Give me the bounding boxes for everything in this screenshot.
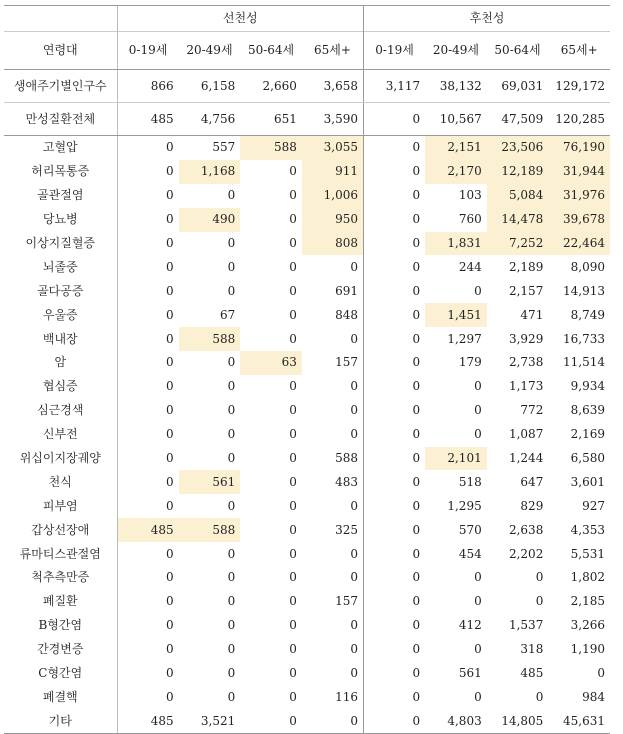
value-cell: 120,285 — [548, 103, 610, 136]
value-cell: 2,101 — [425, 447, 487, 471]
value-cell: 647 — [520, 474, 544, 489]
value-cell: 0 — [302, 709, 364, 733]
value-cell: 0 — [364, 351, 426, 375]
row-label: 갑상선장애 — [31, 522, 90, 537]
value-cell: 3,601 — [570, 474, 605, 489]
value-cell: 0 — [364, 614, 426, 638]
disease-by-age-table — [4, 5, 610, 734]
value-cell: 0 — [535, 594, 544, 609]
value-cell: 3,590 — [302, 103, 364, 136]
value-cell: 4,756 — [179, 103, 241, 136]
value-cell: 1,451 — [425, 303, 487, 327]
row-label: B형간염 — [38, 618, 83, 633]
value-cell: 116 — [335, 689, 358, 704]
value-cell: 318 — [520, 642, 544, 657]
value-cell: 0 — [364, 184, 426, 208]
table-row — [4, 208, 610, 232]
value-cell: 0 — [364, 208, 426, 232]
value-cell: 471 — [520, 307, 544, 322]
value-cell: 76,190 — [548, 136, 610, 160]
table-row — [4, 638, 610, 662]
value-cell: 0 — [289, 331, 297, 346]
value-cell: 3,658 — [302, 70, 364, 103]
value-cell: 0 — [117, 136, 179, 160]
value-cell: 588 — [179, 327, 241, 351]
value-cell: 0 — [227, 259, 236, 274]
value-cell: 0 — [117, 423, 179, 447]
table-row — [4, 327, 610, 351]
value-cell: 0 — [117, 685, 179, 709]
value-cell: 0 — [474, 594, 482, 609]
value-cell: 0 — [289, 379, 297, 394]
value-cell: 0 — [350, 618, 358, 633]
value-cell: 0 — [350, 498, 358, 513]
value-cell: 0 — [474, 403, 482, 418]
value-cell: 0 — [117, 399, 179, 423]
value-cell: 0 — [227, 188, 236, 203]
value-cell: 950 — [302, 208, 364, 232]
value-cell: 0 — [364, 160, 426, 184]
value-cell: 31,944 — [548, 160, 610, 184]
value-cell: 157 — [335, 594, 358, 609]
value-cell: 0 — [364, 255, 426, 279]
row-label: 척추측만증 — [31, 570, 90, 585]
value-cell: 12,189 — [487, 160, 549, 184]
value-cell: 2,170 — [425, 160, 487, 184]
table-row — [4, 542, 610, 566]
value-cell: 0 — [364, 279, 426, 303]
value-cell: 557 — [212, 140, 236, 155]
value-cell: 0 — [117, 232, 179, 256]
value-cell: 0 — [227, 355, 236, 370]
value-cell: 8,749 — [570, 307, 605, 322]
value-cell: 0 — [117, 662, 179, 686]
value-cell: 0 — [364, 638, 426, 662]
value-cell: 0 — [227, 666, 236, 681]
value-cell: 67 — [219, 307, 236, 322]
table-row — [4, 423, 610, 447]
value-cell: 0 — [289, 618, 297, 633]
value-cell: 0 — [350, 642, 358, 657]
value-cell: 485 — [117, 103, 179, 136]
value-cell: 0 — [227, 570, 236, 585]
value-cell: 0 — [289, 236, 297, 250]
group-header-row — [4, 6, 610, 32]
value-cell: 0 — [117, 494, 179, 518]
value-cell: 561 — [458, 666, 482, 681]
value-cell: 0 — [289, 546, 297, 561]
table-body — [4, 70, 610, 734]
value-cell: 3,521 — [179, 709, 241, 733]
table-row — [4, 375, 610, 399]
value-cell: 485 — [117, 518, 179, 542]
value-cell: 38,132 — [425, 70, 487, 103]
value-cell: 0 — [117, 279, 179, 303]
value-cell: 772 — [520, 403, 544, 418]
age-header-row — [4, 32, 610, 70]
value-cell: 0 — [227, 594, 236, 609]
value-cell: 157 — [335, 355, 358, 370]
value-cell: 0 — [350, 379, 358, 394]
value-cell: 0 — [364, 303, 426, 327]
value-cell: 1,802 — [570, 570, 605, 585]
value-cell: 0 — [117, 638, 179, 662]
value-cell: 0 — [227, 689, 236, 704]
value-cell: 2,151 — [425, 136, 487, 160]
value-cell: 0 — [227, 546, 236, 561]
value-cell: 23,506 — [487, 136, 549, 160]
row-label: 생애주기별인구수 — [4, 70, 117, 103]
table-row — [4, 470, 610, 494]
value-cell: 0 — [474, 283, 482, 298]
value-cell: 0 — [289, 642, 297, 657]
table-row — [4, 399, 610, 423]
value-cell: 1,537 — [508, 618, 544, 633]
table-row — [4, 255, 610, 279]
table-row — [4, 351, 610, 375]
value-cell: 588 — [179, 518, 241, 542]
value-cell: 1,087 — [508, 427, 544, 442]
value-cell: 0 — [474, 427, 482, 442]
row-label: 신부전 — [42, 427, 78, 442]
value-cell: 1,173 — [508, 379, 544, 394]
value-cell: 39,678 — [548, 208, 610, 232]
value-cell: 2,185 — [570, 594, 605, 609]
row-label: 협심증 — [42, 379, 78, 394]
value-cell: 0 — [117, 208, 179, 232]
value-cell: 2,638 — [508, 522, 544, 537]
value-cell: 0 — [289, 403, 297, 418]
value-cell: 0 — [364, 685, 426, 709]
value-cell: 0 — [289, 522, 297, 537]
age-header-0: 0-19세 — [117, 32, 179, 70]
row-label: 만성질환전체 — [4, 103, 117, 136]
value-cell: 0 — [227, 283, 236, 298]
value-cell: 0 — [364, 447, 426, 471]
value-cell: 0 — [364, 232, 426, 256]
row-label: 고혈압 — [42, 140, 78, 155]
value-cell: 47,509 — [487, 103, 549, 136]
value-cell: 0 — [227, 498, 236, 513]
value-cell: 0 — [350, 666, 358, 681]
row-label: 골관절염 — [37, 188, 84, 203]
value-cell: 2,189 — [508, 259, 544, 274]
value-cell: 927 — [582, 498, 605, 513]
age-header-7: 65세+ — [548, 32, 610, 70]
value-cell: 0 — [117, 566, 179, 590]
value-cell: 1,190 — [570, 642, 605, 657]
value-cell: 0 — [350, 403, 358, 418]
row-label: C형간염 — [38, 666, 83, 681]
value-cell: 5,084 — [487, 184, 549, 208]
value-cell: 0 — [350, 570, 358, 585]
value-cell: 0 — [289, 689, 297, 704]
value-cell: 0 — [364, 494, 426, 518]
value-cell: 0 — [289, 259, 297, 274]
value-cell: 0 — [289, 594, 297, 609]
value-cell: 45,631 — [548, 709, 610, 733]
value-cell: 0 — [535, 689, 544, 704]
row-label: 폐질환 — [42, 594, 78, 609]
value-cell: 0 — [117, 614, 179, 638]
row-label: 기타 — [4, 709, 117, 733]
row-label: 류마티스관절염 — [19, 546, 101, 561]
group-congenital: 선천성 — [117, 6, 363, 32]
value-cell: 808 — [302, 232, 364, 256]
value-cell: 0 — [227, 236, 236, 250]
value-cell: 911 — [302, 160, 364, 184]
group-acquired: 후천성 — [364, 6, 611, 32]
value-cell: 483 — [335, 474, 358, 489]
value-cell: 8,639 — [570, 403, 605, 418]
row-label: 골다공증 — [37, 283, 84, 298]
table-row — [4, 662, 610, 686]
value-cell: 325 — [335, 522, 358, 537]
value-cell: 69,031 — [487, 70, 549, 103]
value-cell: 691 — [335, 283, 358, 298]
value-cell: 2,157 — [508, 283, 544, 298]
table-row — [4, 709, 610, 733]
value-cell: 0 — [289, 212, 297, 227]
row-label: 간경변증 — [37, 642, 84, 657]
table-row — [4, 279, 610, 303]
value-cell: 2,202 — [508, 546, 544, 561]
value-cell: 0 — [117, 470, 179, 494]
value-cell: 6,580 — [570, 451, 605, 466]
row-label: 뇌졸중 — [42, 259, 78, 274]
value-cell: 0 — [117, 542, 179, 566]
row-label: 피부염 — [42, 498, 78, 513]
value-cell: 103 — [458, 188, 482, 203]
value-cell: 0 — [117, 160, 179, 184]
value-cell: 129,172 — [548, 70, 610, 103]
row-label: 우울증 — [42, 307, 78, 322]
row-label: 암 — [54, 355, 67, 370]
table-row — [4, 160, 610, 184]
value-cell: 14,805 — [487, 709, 549, 733]
value-cell: 0 — [289, 164, 297, 179]
table-row — [4, 232, 610, 256]
value-cell: 0 — [364, 399, 426, 423]
value-cell: 0 — [227, 379, 236, 394]
value-cell: 0 — [364, 423, 426, 447]
table-row — [4, 447, 610, 471]
row-label: 백내장 — [42, 331, 78, 346]
value-cell: 848 — [335, 307, 358, 322]
value-cell: 1,831 — [425, 232, 487, 256]
value-cell: 1,168 — [179, 160, 241, 184]
table-row — [4, 590, 610, 614]
value-cell: 0 — [474, 379, 482, 394]
value-cell: 454 — [458, 546, 482, 561]
value-cell: 0 — [289, 283, 297, 298]
value-cell: 1,297 — [447, 331, 482, 346]
value-cell: 0 — [289, 188, 297, 203]
table-row — [4, 566, 610, 590]
age-header-1: 20-49세 — [179, 32, 241, 70]
value-cell: 0 — [364, 136, 426, 160]
table-row — [4, 70, 610, 103]
value-cell: 829 — [520, 498, 544, 513]
table-row — [4, 685, 610, 709]
value-cell: 0 — [364, 566, 426, 590]
value-cell: 0 — [117, 351, 179, 375]
row-label: 당뇨병 — [42, 212, 78, 227]
value-cell: 0 — [364, 709, 426, 733]
value-cell: 11,514 — [563, 355, 605, 370]
value-cell: 0 — [117, 303, 179, 327]
value-cell: 1,244 — [508, 451, 544, 466]
value-cell: 2,738 — [508, 355, 544, 370]
value-cell: 63 — [240, 351, 302, 375]
value-cell: 0 — [227, 403, 236, 418]
value-cell: 0 — [289, 307, 297, 322]
table-row — [4, 303, 610, 327]
value-cell: 485 — [520, 666, 544, 681]
table-row — [4, 103, 610, 136]
value-cell: 0 — [289, 666, 297, 681]
value-cell: 0 — [535, 570, 544, 585]
value-cell: 16,733 — [563, 331, 605, 346]
value-cell: 0 — [117, 327, 179, 351]
value-cell: 1,006 — [302, 184, 364, 208]
table-row — [4, 494, 610, 518]
value-cell: 0 — [289, 451, 297, 466]
value-cell: 570 — [458, 522, 482, 537]
value-cell: 0 — [474, 642, 482, 657]
value-cell: 651 — [240, 103, 302, 136]
value-cell: 0 — [350, 259, 358, 274]
value-cell: 0 — [474, 570, 482, 585]
table-row — [4, 614, 610, 638]
value-cell: 1,295 — [447, 498, 482, 513]
row-label: 폐결핵 — [42, 689, 78, 704]
value-cell: 0 — [350, 546, 358, 561]
value-cell: 0 — [289, 427, 297, 442]
value-cell: 984 — [582, 689, 605, 704]
value-cell: 3,117 — [364, 70, 426, 103]
value-cell: 0 — [364, 103, 426, 136]
value-cell: 0 — [364, 470, 426, 494]
value-cell: 0 — [227, 451, 236, 466]
value-cell: 14,478 — [487, 208, 549, 232]
value-cell: 0 — [240, 709, 302, 733]
value-cell: 0 — [364, 590, 426, 614]
value-cell: 0 — [117, 255, 179, 279]
value-cell: 3,266 — [570, 618, 605, 633]
value-cell: 0 — [364, 518, 426, 542]
value-cell: 0 — [117, 590, 179, 614]
row-label: 심근경색 — [37, 403, 84, 418]
value-cell: 2,169 — [570, 427, 605, 442]
value-cell: 0 — [364, 662, 426, 686]
value-cell: 0 — [289, 498, 297, 513]
value-cell: 0 — [364, 375, 426, 399]
table-row — [4, 518, 610, 542]
value-cell: 588 — [240, 136, 302, 160]
value-cell: 10,567 — [425, 103, 487, 136]
row-label: 이상지질혈증 — [25, 236, 96, 250]
value-cell: 760 — [458, 212, 482, 227]
age-header-4: 0-19세 — [364, 32, 426, 70]
value-cell: 0 — [117, 184, 179, 208]
row-label: 천식 — [48, 474, 72, 489]
row-label: 위십이지장궤양 — [19, 451, 101, 466]
value-cell: 14,913 — [563, 283, 605, 298]
value-cell: 31,976 — [548, 184, 610, 208]
value-cell: 179 — [458, 355, 482, 370]
value-cell: 0 — [117, 447, 179, 471]
value-cell: 588 — [335, 451, 358, 466]
value-cell: 0 — [227, 642, 236, 657]
age-header-2: 50-64세 — [240, 32, 302, 70]
value-cell: 0 — [117, 375, 179, 399]
age-header-6: 50-64세 — [487, 32, 549, 70]
value-cell: 5,531 — [570, 546, 605, 561]
value-cell: 0 — [289, 474, 297, 489]
value-cell: 22,464 — [548, 232, 610, 256]
value-cell: 244 — [458, 259, 482, 274]
value-cell: 4,803 — [425, 709, 487, 733]
table-row — [4, 136, 610, 160]
age-header-5: 20-49세 — [425, 32, 487, 70]
value-cell: 9,934 — [570, 379, 605, 394]
value-cell: 4,353 — [570, 522, 605, 537]
table-row — [4, 184, 610, 208]
value-cell: 0 — [474, 689, 482, 704]
value-cell: 0 — [289, 570, 297, 585]
value-cell: 866 — [117, 70, 179, 103]
age-label: 연령대 — [4, 32, 117, 70]
value-cell: 6,158 — [179, 70, 241, 103]
value-cell: 0 — [364, 327, 426, 351]
value-cell: 0 — [364, 542, 426, 566]
value-cell: 3,929 — [508, 331, 544, 346]
value-cell: 0 — [350, 427, 358, 442]
value-cell: 0 — [597, 666, 605, 681]
value-cell: 412 — [458, 618, 482, 633]
corner-cell — [4, 6, 117, 32]
value-cell: 490 — [179, 208, 241, 232]
value-cell: 8,090 — [570, 259, 605, 274]
value-cell: 0 — [350, 331, 358, 346]
value-cell: 0 — [227, 618, 236, 633]
value-cell: 2,660 — [240, 70, 302, 103]
value-cell: 485 — [117, 709, 179, 733]
value-cell: 561 — [179, 470, 241, 494]
age-header-3: 65세+ — [302, 32, 364, 70]
value-cell: 3,055 — [302, 136, 364, 160]
value-cell: 7,252 — [487, 232, 549, 256]
value-cell: 518 — [458, 474, 482, 489]
value-cell: 0 — [227, 427, 236, 442]
row-label: 허리목통증 — [31, 164, 90, 179]
